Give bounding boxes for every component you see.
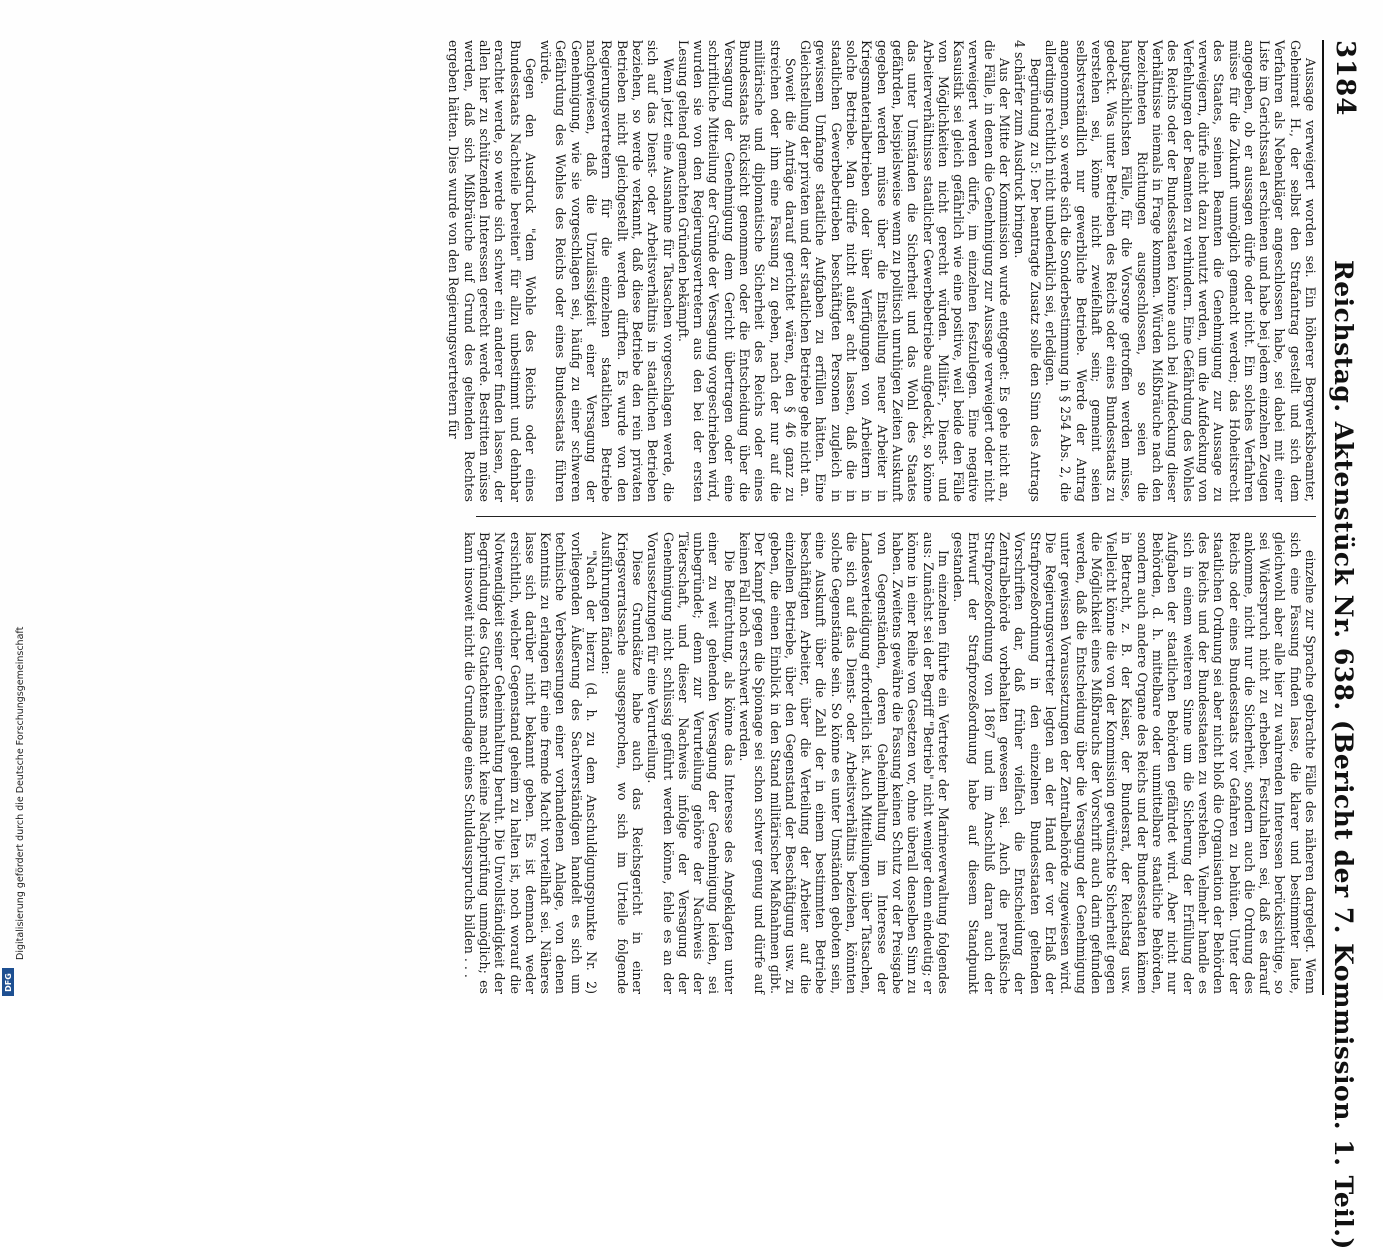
- paragraph: Die Befürchtung, als könne das Interesse des Angeklagten unter einer zu weit gehenden Versagung der Genehmigung leiden, sei unbegründet; denn zur Verurteilung gehöre der Nachweis der Täterschaft, und dieser Nachweis infolge der Versagung der Genehmigung nicht schlüssig geführt werden könne, fehle es an der Voraussetzungen für eine Verurteilung.: [645, 532, 737, 994]
- digitization-credit: Digitalisierung gefördert durch die Deutsche Forschungsgemeinschaft: [15, 626, 26, 960]
- page-number: 3184: [1330, 40, 1360, 117]
- paragraph: Gegen den Ausdruck "dem Wohle des Reichs oder eines Bundesstaats Nachteile bereiten" für allzu unbestimmt und dehnbar erachtet werde, so werde sich schwer ein anderer finden lassen, der allen hier zu schützenden Interessen gerecht werde. Bestritten müsse werden, daß sich Mißbräuche auf Grund des geltenden Rechtes ergeben hätten. Dies wurde von den Regierungsvertretern für: [446, 40, 538, 502]
- paragraph: Wenn jetzt eine Ausnahme für Tatsachen vorgeschlagen werde, die sich auf das Dienst- oder Arbeitsverhältnis in staatlichen Betrieben beziehen, so werde verkannt, daß diese Betriebe den rein privaten Betrieben nicht gleichgestellt werden dürften. Es wurde von den Regierungsvertretern für die einzelnen staatlichen Betriebe nachgewiesen, daß die Unzulässigkeit einer Versagung der Genehmigung, wie sie vorgeschlagen sei, häufig zu einer schweren Gefährdung des Wohles des Reichs oder eines Bundesstaats führen würde.: [538, 40, 676, 502]
- paragraph: "Nach der hierzu (d. h. zu dem Anschuldigungspunkte Nr. 2) vorliegenden Äußerung des Sachverständigen handelt es sich um technische Verbesserungen einer vorhandenen Anlage, von denen Kenntnis zu erlangen für eine fremde Macht vorteilhaft sei. Näheres lasse sich darüber nicht bekannt geben. Es ist demnach weder ersichtlich, welcher Gegenstand geheim zu halten ist, noch worauf die Notwendigkeit seiner Geheimhaltung beruht. Die Unvollständigkeit der Begründung des Gutachtens macht keine Nachprüfung unmöglich; es kann insoweit nicht die Grundlage eines Schuldausspruchs bilden . . .: [461, 532, 600, 994]
- paragraph: Im einzelnen führte ein Vertreter der Marineverwaltung folgendes aus: Zunächst sei der Begriff "Betrieb" nicht weniger denn eindeutig; er könne in einer Reihe von Gesetzen vor, ohne überall denselben Sinn zu haben. Zweitens gewähre die Fassung keinen Schutz vor der Preisgabe von Gegenständen, deren Geheimhaltung im Interesse der Landesverteidigung erforderlich ist. Auch Mitteilungen über Tatsachen, die sich auf das Dienst- oder Arbeitsverhältnis beziehen, könnten solche Gegenstände sein. So könne es unter Umständen geboten sein, eine Auskunft über die Zahl der in einem bestimmten Betriebe beschäftigten Arbeiter, über die Verteilung der Arbeiter auf die einzelnen Betriebe, über den Gegenstand der Beschäftigung usw. zu geben, die einen Einblick in den Stand militärischer Maßnahmen gibt. Der Kampf gegen die Spionage sei schon schwer genug und dürfe auf keinen Fall noch erschwert werden.: [737, 532, 951, 994]
- column-divider: [476, 516, 1316, 517]
- document-page: [72, 40, 1362, 1250]
- paragraph: Diese Grundsätze habe auch das Reichsgericht in einer Kriegsverratssache ausgesprochen, wo sich im Urteile folgende Ausführungen fänden:: [599, 532, 645, 994]
- paragraph: einzelne zur Sprache gebrachte Fälle des näheren dargelegt. Wenn sich eine Fassung finden lasse, die klarer und bestimmter laute, gleichwohl aber alle hier zu wahrenden Interessen berücksichtige, so sei Widerspruch nicht zu erheben. Festzuhalten sei, daß es darauf ankomme, nicht nur die Sicherheit, sondern auch die Ordnung des Reichs oder eines Bundesstaats vor Gefahren zu behüten. Unter der staatlichen Ordnung sei aber nicht bloß die Organisation der Behörden des Reichs und der Bundesstaaten zu verstehen. Vielmehr handle es sich in einem weiteren Sinne um die Sicherung der Erfüllung der Aufgaben der staatlichen Behörden gefährdet wird. Aber nicht nur Behörden, d. h. mittelbare oder unmittelbare staatliche Behörden, sondern auch andere Organe des Reichs und der Bundesstaaten kämen in Betracht, z. B. der Kaiser, der Bundesrat, der Reichstag usw. Vielleicht könne die von der Kommission gewünschte Sicherheit gegen die Möglichkeit eines Mißbrauchs der Vorschrift auch darin gefunden werden, daß die Entscheidung über die Versagung der Genehmigung unter gewissen Voraussetzungen der Zentralbehörde zugewiesen wird. Die Regierungsvertreter legten an der Hand der vor Erlaß der Strafprozeßordnung in den einzelnen Bundesstaaten geltenden Vorschriften dar, daß früher vielfach die Entscheidung der Zentralbehörde vorbehalten gewesen sei. Auch die preußische Strafprozeßordnung von 1867 und im Anschluß daran auch der Entwurf der Strafprozeßordnung habe auf diesem Standpunkt gestanden.: [951, 532, 1318, 994]
- left-column: [446, 40, 1318, 502]
- page-header: [1322, 40, 1362, 1250]
- dfg-logo-icon: [2, 968, 14, 996]
- paragraph: Aussage verweigert worden sei. Ein höherer Bergwerksbeamter, Geheimrat H., der selbst den Strafantrag gestellt und sich dem Verfahren als Nebenkläger angeschlossen habe, sei dabei mit einer Liste im Gerichtssaal erschienen und habe bei jedem einzelnen Zeugen angegeben, ob er aussagen dürfe oder nicht. Ein solches Verfahren müsse für die Zukunft unmöglich gemacht werden; das Hoheitsrecht des Staates, seinen Beamten die Genehmigung zur Aussage zu verweigern, dürfe nicht dazu benutzt werden, um die Aufdeckung von Verfehlungen der Beamten zu verhindern. Eine Gefährdung des Wohles des Reichs oder der Bundesstaaten könne auch bei Aufdeckung dieser Verhältnisse niemals in Frage kommen. Würden Mißbräuche nach den bezeichneten Richtungen ausgeschlossen, so seien die hauptsächlichsten Fälle, für die Vorsorge getroffen werden müsse, gedeckt. Was unter Betrieben des Reichs oder eines Bundesstaats zu verstehen sei, könne nicht zweifelhaft sein; gemeint seien selbstverständlich nur gewerbliche Betriebe. Werde der Antrag angenommen, so werde sich die Sonderbestimmung in § 254 Abs. 2, die allerdings rechtlich nicht unbedenklich sei, erledigen.: [1042, 40, 1318, 502]
- paragraph: Begründung zu 5: Der beantragte Zusatz solle den Sinn des Antrags 4 schärfer zum Ausdruck bringen.: [1012, 40, 1043, 502]
- paragraph: Aus der Mitte der Kommission wurde entgegnet: Es gehe nicht an, die Fälle, in denen die Genehmigung zur Aussage verweigert oder nicht verweigert werden dürfe, im einzelnen festzulegen. Eine negative Kasuistik sei gleich gefährlich wie eine positive, weil beide den Fälle von Möglichkeiten nicht gerecht würden. Militär-, Dienst- und Arbeiterverhältnisse staatlicher Gewerbebetriebe aufgedeckt, so könne das unter Umständen die Sicherheit und das Wohl des Staates gefährden, beispielsweise wenn zu politisch unruhigen Zeiten Auskunft gegeben werden müsse über die Einstellung neuer Arbeiter in Kriegsmaterialbetrieben oder über Verfügungen von Arbeitern in solche Betriebe. Man dürfe nicht außer acht lassen, daß die in staatlichen Gewerbebetrieben beschäftigten Personen zugleich in gewissem Umfange staatliche Aufgaben zu erfüllen hätten. Eine Gleichstellung der privaten und der staatlichen Betriebe gehe nicht an.: [798, 40, 1013, 502]
- right-column: [461, 532, 1318, 994]
- paragraph: Soweit die Anträge darauf gerichtet wären, den § 46 ganz zu streichen oder ihm eine Fassung zu geben, nach der nur auf die militärische und diplomatische Sicherheit des Reichs oder eines Bundesstaats Rücksicht genommen oder die Entscheidung über die Versagung der Genehmigung dem Gericht übertragen oder eine schriftliche Mitteilung der Gründe der Versagung vorgeschrieben wird, wurden sie von den Regierungsvertretern aus den bei der ersten Lesung geltend gemachten Gründen bekämpft.: [675, 40, 798, 502]
- dfg-logo-text: DFG: [3, 972, 13, 992]
- header-rule: [1322, 40, 1324, 995]
- running-head: Reichstag. Aktenstück Nr. 638. (Bericht der 7. Kommission. 1. Teil.): [1329, 260, 1358, 1250]
